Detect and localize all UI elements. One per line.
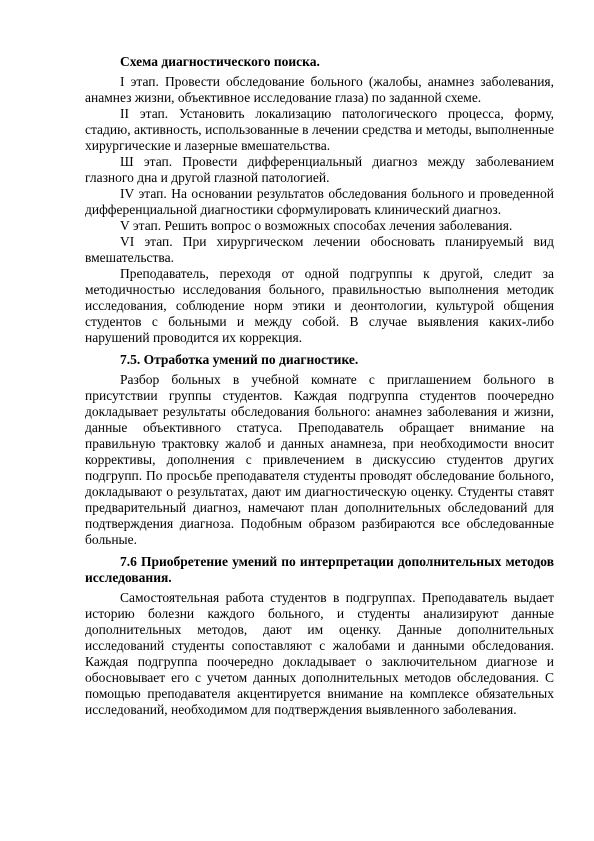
scheme-closing-paragraph: Преподаватель, переходя от одной подгруппы к другой, следит за методичностью исследования больного, правильностью выполнения методик исследования, соблюдение норм этики и деонтологии, культурой общения студентов с больными и между собой. В случае выявления каких-либо нарушений проводится их коррекция. <box>85 266 554 345</box>
stage-6: VI этап. При хирургическом лечении обосновать планируемый вид вмешательства. <box>85 234 554 265</box>
section-7-5 <box>85 352 554 548</box>
stage-5: V этап. Решить вопрос о возможных способах лечения заболевания. <box>120 218 513 233</box>
section-7-5-body: Разбор больных в учебной комнате с приглашением больного в присутствии группы студентов. Каждая подгруппа студентов поочередно докладывает результаты обследования больного: анамнез заболевания и жизни, данные объективного статуса. Преподаватель обращает внимание на правильную трактовку жалоб и данных анамнеза, при необходимости вносит коррективы, дополнения с привлечением в дискуссию студентов других подгрупп. По просьбе преподавателя студенты проводят обследование больного, докладывают о результатах, дают им диагностическую оценку. Студенты ставят предварительный диагноз, намечают план дополнительных обследований для подтверждения диагноза. Подобным образом разбираются все обследованные больные. <box>85 372 554 547</box>
stage-4: IV этап. На основании результатов обследования больного и проведенной дифференциальной диагностики сформулировать клинический диагноз. <box>85 186 554 217</box>
stage-2: II этап. Установить локализацию патологического процесса, форму, стадию, активность, использованные в лечении средства и методы, выполненные хирургические и лазерные вмешательства. <box>85 106 554 153</box>
scheme-heading: Схема диагностического поиска. <box>120 54 320 69</box>
stage-3: Ш этап. Провести дифференциальный диагноз между заболеванием глазного дна и другой глазной патологией. <box>85 154 554 185</box>
document-page <box>85 54 554 724</box>
section-7-5-heading: 7.5. Отработка умений по диагностике. <box>120 352 359 367</box>
section-7-6-body: Самостоятельная работа студентов в подгруппах. Преподаватель выдает историю болезни каждого больного, и студенты анализируют данные дополнительных методов, дают им оценку. Данные дополнительных исследований студенты сопоставляют с жалобами и данными обследования. Каждая подгруппа поочередно докладывает о заключительном диагнозе и обосновывает его с учетом данных дополнительных методов обследования. С помощью преподавателя акцентируется внимание на комплексе обязательных исследований, необходимом для подтверждения выявленного заболевания. <box>85 590 554 717</box>
section-7-6 <box>85 554 554 718</box>
section-7-6-heading: 7.6 Приобретение умений по интерпретации дополнительных методов исследования. <box>85 554 554 585</box>
stage-1: I этап. Провести обследование больного (жалобы, анамнез заболевания, анамнез жизни, объективное исследование глаза) по заданной схеме. <box>85 74 554 105</box>
